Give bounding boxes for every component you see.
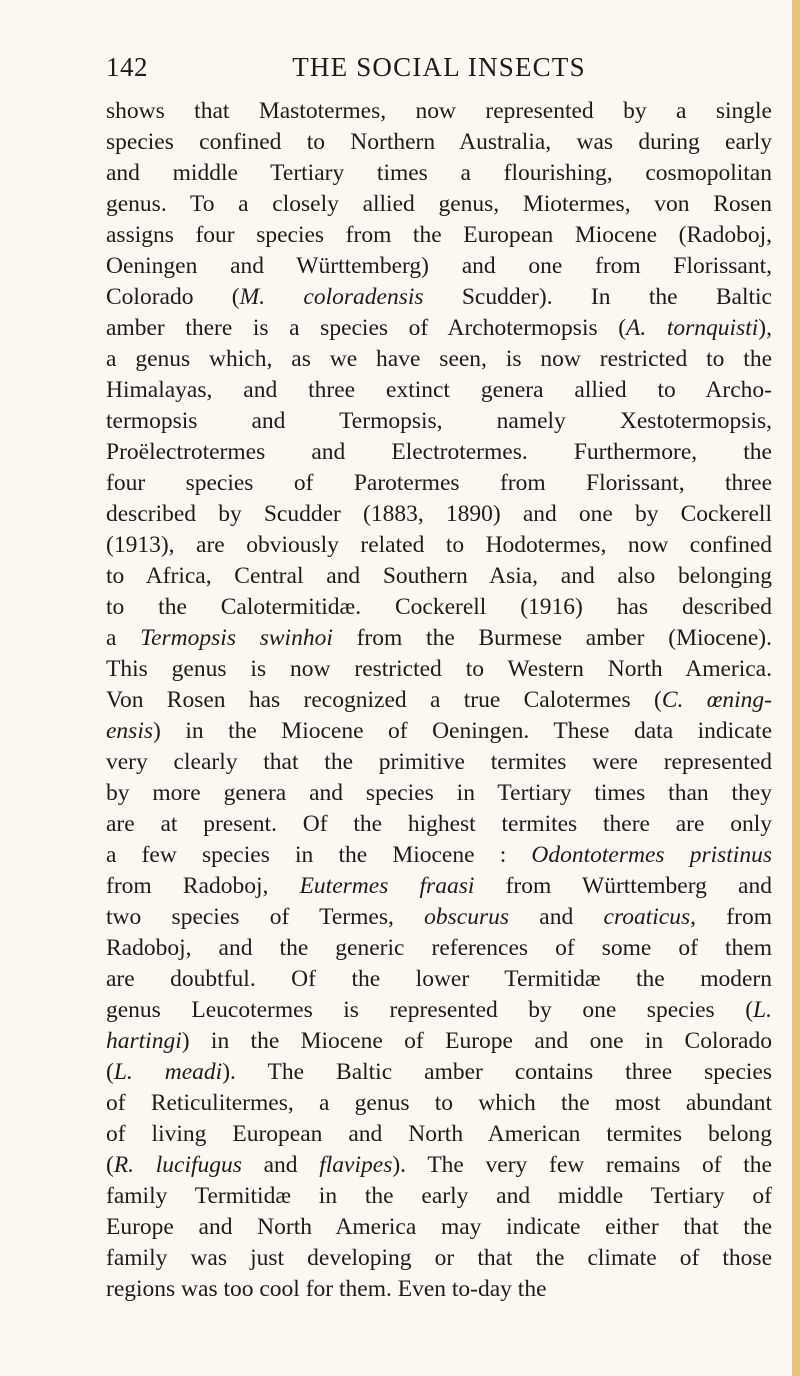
text-segment: from the Burmese amber (Miocene). (332, 625, 772, 651)
text-line (106, 437, 772, 468)
italic-text: Odontotermes pristinus (531, 842, 772, 868)
text-line (106, 499, 772, 530)
text-line (106, 282, 772, 313)
text-segment: shows that Mastotermes, now represented by a single (106, 98, 772, 124)
text-line (106, 902, 772, 933)
text-segment: ( (106, 1152, 114, 1178)
text-line (106, 189, 772, 220)
italic-text: croaticus (603, 904, 691, 930)
text-line (106, 1243, 772, 1274)
italic-text: obscurus (424, 904, 510, 930)
text-line (106, 406, 772, 437)
text-segment: ) in the Miocene of Oeningen. These data indicate (153, 718, 772, 744)
italic-text: Eutermes fraasi (299, 873, 475, 899)
text-line (106, 468, 772, 499)
running-title: THE SOCIAL INSECTS (292, 52, 586, 82)
text-line (106, 1150, 772, 1181)
text-segment: from Radoboj, (106, 873, 300, 899)
text-line (106, 1057, 772, 1088)
text-line (106, 747, 772, 778)
text-segment: family was just developing or that the climate of those (106, 1245, 772, 1271)
text-segment: Himalayas, and three extinct genera allied to Archo- (106, 377, 772, 403)
text-line (106, 964, 772, 995)
text-segment: of living European and North American termites belong (106, 1121, 772, 1147)
italic-text: L. meadi (113, 1059, 223, 1085)
text-line (106, 158, 772, 189)
text-line (106, 220, 772, 251)
text-segment: Europe and North America may indicate either that the (106, 1214, 772, 1240)
text-segment: amber there is a species of Archotermopsis ( (106, 315, 627, 341)
text-segment: genus. To a closely allied genus, Miotermes, von Rosen (106, 191, 772, 217)
text-segment: termopsis and Termopsis, namely Xestotermopsis, (106, 408, 772, 434)
text-segment: Radoboj, and the generic references of some of them (106, 935, 772, 961)
italic-text: M. coloradensis (239, 284, 424, 310)
text-line (106, 1119, 772, 1150)
text-segment: (1913), are obviously related to Hodotermes, now confined (106, 532, 772, 558)
text-line (106, 1026, 772, 1057)
italic-text: flavipes (319, 1152, 393, 1178)
running-head (106, 52, 772, 92)
italic-text: C. œning- (661, 687, 772, 713)
text-segment: described by Scudder (1883, 1890) and one by Cockerell (106, 501, 772, 527)
text-line (106, 685, 772, 716)
text-segment: This genus is now restricted to Western North America. (106, 656, 772, 682)
page-number: 142 (106, 52, 148, 82)
text-segment: from Württemberg and (474, 873, 772, 899)
text-line (106, 840, 772, 871)
text-line (106, 623, 772, 654)
text-line (106, 654, 772, 685)
text-line (106, 809, 772, 840)
text-line (106, 1088, 772, 1119)
text-segment: are at present. Of the highest termites there are only (106, 811, 772, 837)
italic-text: Termopsis swinhoi (140, 625, 333, 651)
text-segment: two species of Termes, (106, 904, 425, 930)
text-segment: by more genera and species in Tertiary times than they (106, 780, 772, 806)
text-line (106, 313, 772, 344)
text-segment: a few species in the Miocene : (106, 842, 532, 868)
text-segment: four species of Parotermes from Florissant, three (106, 470, 772, 496)
text-segment: and (509, 904, 604, 930)
text-line (106, 716, 772, 747)
text-segment: ( (106, 1059, 114, 1085)
text-line (106, 96, 772, 127)
text-segment: a (106, 625, 141, 651)
text-segment: and (241, 1152, 320, 1178)
text-line (106, 1212, 772, 1243)
italic-text: R. lucifugus (113, 1152, 242, 1178)
text-segment: are doubtful. Of the lower Termitidæ the modern (106, 966, 772, 992)
text-segment: Von Rosen has recognized a true Calotermes ( (106, 687, 662, 713)
text-segment: ) in the Miocene of Europe and one in Colorado (181, 1028, 772, 1054)
text-line (106, 1181, 772, 1212)
text-segment: species confined to Northern Australia, was during early (106, 129, 772, 155)
body-paragraph (106, 96, 772, 1305)
italic-text: ensis (106, 718, 153, 744)
italic-text: L. (753, 997, 772, 1023)
text-line (106, 933, 772, 964)
text-segment: ), (758, 315, 772, 341)
italic-text: hartingi (106, 1028, 182, 1054)
text-segment: ). The Baltic amber contains three species (222, 1059, 772, 1085)
text-segment: Proëlectrotermes and Electrotermes. Furthermore, the (106, 439, 772, 465)
text-segment: family Termitidæ in the early and middle Tertiary of (106, 1183, 772, 1209)
text-segment: a genus which, as we have seen, is now restricted to the (106, 346, 772, 372)
page-edge-strip (792, 0, 800, 1376)
text-line (106, 127, 772, 158)
text-line (106, 530, 772, 561)
text-segment: , from (690, 904, 772, 930)
text-line (106, 251, 772, 282)
text-segment: Scudder). In the Baltic (423, 284, 772, 310)
text-segment: of Reticulitermes, a genus to which the most abundant (106, 1090, 772, 1116)
text-segment: to the Calotermitidæ. Cockerell (1916) has described (106, 594, 772, 620)
text-segment: Oeningen and Württemberg) and one from Florissant, (106, 253, 772, 279)
italic-text: A. tornquisti (626, 315, 759, 341)
text-line (106, 344, 772, 375)
text-line (106, 778, 772, 809)
text-segment: ). The very few remains of the (392, 1152, 772, 1178)
text-line (106, 561, 772, 592)
text-line (106, 375, 772, 406)
text-segment: to Africa, Central and Southern Asia, and also belonging (106, 563, 772, 589)
text-segment: very clearly that the primitive termites were represented (106, 749, 772, 775)
text-line (106, 1274, 772, 1305)
text-line (106, 592, 772, 623)
text-segment: and middle Tertiary times a flourishing, cosmopolitan (106, 160, 772, 186)
text-segment: regions was too cool for them. Even to-day the (106, 1276, 547, 1302)
text-line (106, 871, 772, 902)
text-segment: Colorado ( (106, 284, 240, 310)
text-segment: genus Leucotermes is represented by one species ( (106, 997, 754, 1023)
text-segment: assigns four species from the European Miocene (Radoboj, (106, 222, 772, 248)
text-line (106, 995, 772, 1026)
